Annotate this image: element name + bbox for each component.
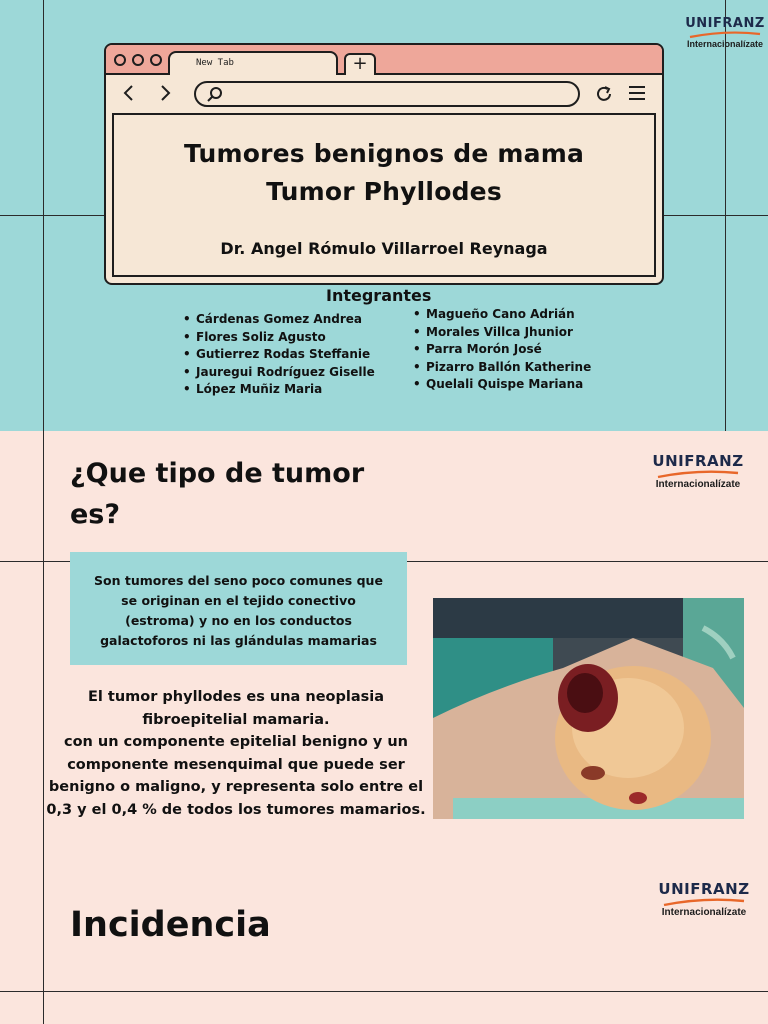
logo-tagline: Internacionalízate [686, 39, 764, 49]
logo-swoosh-icon [686, 31, 764, 39]
presentation-title [114, 135, 654, 211]
description-line: componente mesenquimal que puede ser [67, 756, 405, 773]
browser-content [112, 113, 656, 277]
browser-window [104, 43, 664, 285]
logo-brand: UNIFRANZ [658, 880, 750, 898]
browser-tab-bar [106, 45, 662, 75]
grid-line [0, 991, 768, 992]
member-item: • Gutierrez Rodas Steffanie [183, 346, 375, 364]
member-item: • Cárdenas Gomez Andrea [183, 311, 375, 329]
back-icon[interactable] [122, 84, 136, 102]
members-list-left [183, 311, 375, 399]
member-item: • Morales Villca Jhunior [413, 324, 591, 342]
window-close-icon[interactable] [114, 54, 126, 66]
description-line: 0,3 y el 0,4 % de todos los tumores mamarios. [46, 801, 426, 818]
title-line-1: Tumores benignos de mama [183, 139, 585, 168]
member-item: • Pizarro Ballón Katherine [413, 359, 591, 377]
cover-slide [0, 0, 768, 431]
content-slide [0, 431, 768, 1024]
new-tab-button[interactable]: + [344, 53, 376, 75]
forward-icon[interactable] [158, 84, 172, 102]
unifranz-logo [648, 451, 748, 490]
member-item: • Parra Morón José [413, 341, 591, 359]
author-name: Dr. Angel Rómulo Villarroel Reynaga [220, 239, 548, 258]
member-item: • Magueño Cano Adrián [413, 306, 591, 324]
address-bar[interactable] [194, 81, 580, 107]
member-item: • Jauregui Rodríguez Giselle [183, 364, 375, 382]
logo-swoosh-icon [654, 470, 742, 479]
description-line: benigno o maligno, y representa solo entre el [48, 779, 424, 795]
member-item: • López Muñiz Maria [183, 381, 375, 399]
logo-swoosh-icon [660, 898, 748, 907]
search-icon [206, 86, 224, 104]
description-line: fibroepitelial mamaria. [142, 711, 330, 728]
reload-icon[interactable] [594, 84, 614, 104]
window-maximize-icon[interactable] [150, 54, 162, 66]
section-question: ¿Que tipo de tumor es? [70, 458, 365, 530]
description-line: con un componente epitelial benigno y un [64, 734, 408, 750]
logo-tagline: Internacionalízate [655, 479, 741, 490]
section-title-incidencia: Incidencia [70, 905, 271, 945]
browser-navbar [106, 75, 662, 111]
title-line-2: Tumor Phyllodes [266, 177, 502, 206]
clinical-photo [433, 598, 744, 819]
browser-tab[interactable] [168, 51, 338, 75]
members-heading: Integrantes [326, 286, 432, 305]
menu-icon[interactable] [628, 85, 646, 101]
description-line: El tumor phyllodes es una neoplasia [87, 689, 385, 705]
tab-label: New Tab [196, 58, 234, 68]
logo-brand: UNIFRANZ [652, 452, 744, 470]
member-item: • Quelali Quispe Mariana [413, 376, 591, 394]
logo-brand: UNIFRANZ [685, 16, 765, 31]
grid-line [43, 0, 44, 431]
definition-box: Son tumores del seno poco comunes que se originan en el tejido conectivo (estroma) y no en los conductos galactoforos ni las glándulas mamarias [70, 552, 407, 665]
description-text [40, 686, 432, 821]
member-item: • Flores Soliz Agusto [183, 329, 375, 347]
logo-tagline: Internacionalízate [661, 907, 747, 918]
grid-line [725, 0, 726, 431]
unifranz-logo [654, 879, 754, 918]
unifranz-logo [680, 12, 768, 49]
window-minimize-icon[interactable] [132, 54, 144, 66]
members-list-right [413, 306, 591, 394]
